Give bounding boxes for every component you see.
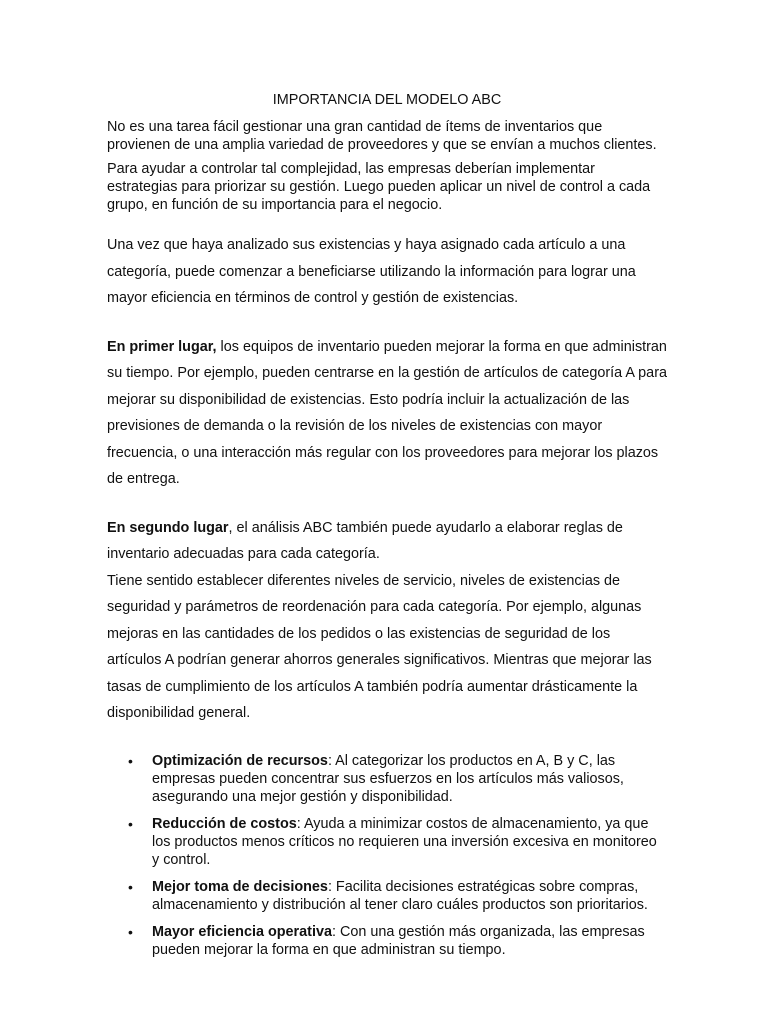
second-place-paragraph [107,515,667,568]
analysis-paragraph: Una vez que haya analizado sus existencias y haya asignado cada artículo a una categoría, puede comenzar a beneficiarse utilizando la información para lograr una mayor eficiencia en términos de control y gestión de existencias. [107,237,636,306]
list-item-text: : Facilita decisiones estratégicas sobre compras, almacenamiento y distribución al tener claro cuáles productos son prioritarios. [152,878,648,913]
bullet-icon: • [128,752,133,769]
list-item-text: : Ayuda a minimizar costos de almacenamiento, ya que los productos menos críticos no requieren una inversión excesiva en monitoreo y control. [152,815,657,868]
document-title: IMPORTANCIA DEL MODELO ABC [272,92,502,108]
first-place-text: los equipos de inventario pueden mejorar la forma en que administran su tiempo. Por ejemplo, pueden centrarse en la gestión de artículos de categoría A para mejorar su disponibilidad de existencias. Esto podría incluir la actualización de las previsiones de demanda o la revisión de los niveles de existencias con mayor frecuencia, o una interacción más regular con los proveedores para mejorar los plazos de entrega. [107,338,667,487]
intro-paragraph-2: Para ayudar a controlar tal complejidad, las empresas deberían implementar estrategias para priorizar su gestión. Luego pueden aplicar un nivel de control a cada grupo, en función de su importancia para el negocio. [107,161,651,213]
bullet-icon: • [128,815,133,832]
list-item-term: Reducción de costos [152,815,297,832]
first-place-paragraph [107,334,667,493]
list-item [107,815,667,869]
list-item-term: Optimización de recursos [152,752,328,769]
second-place-heading: En segundo lugar [107,519,229,536]
list-item-term: Mejor toma de decisiones [152,878,328,895]
bullet-icon: • [128,923,133,940]
benefits-list [107,752,667,959]
list-item-term: Mayor eficiencia operativa [152,923,332,940]
service-levels-paragraph: Tiene sentido establecer diferentes niveles de servicio, niveles de existencias de seguridad y parámetros de reordenación para cada categoría. Por ejemplo, algunas mejoras en las cantidades de los pedidos o las existencias de seguridad de los artículos A podrían generar ahorros generales significativos. Mientras que mejorar las tasas de cumplimiento de los artículos A también podría aumentar drásticamente la disponibilidad general. [107,572,652,721]
document-body [107,92,667,968]
bullet-icon: • [128,878,133,895]
list-item-text: : Con una gestión más organizada, las empresas pueden mejorar la forma en que administran su tiempo. [152,923,645,958]
list-item-text: : Al categorizar los productos en A, B y C, las empresas pueden concentrar sus esfuerzos en los artículos más valiosos, asegurando una mejor gestión y disponibilidad. [152,752,624,805]
list-item [107,923,667,959]
first-place-heading: En primer lugar, [107,338,217,355]
list-item [107,878,667,914]
second-place-text: , el análisis ABC también puede ayudarlo a elaborar reglas de inventario adecuadas para cada categoría. [107,519,623,562]
list-item [107,752,667,806]
intro-paragraph-1: No es una tarea fácil gestionar una gran cantidad de ítems de inventarios que provienen de una amplia variedad de proveedores y que se envían a muchos clientes. [107,119,657,153]
